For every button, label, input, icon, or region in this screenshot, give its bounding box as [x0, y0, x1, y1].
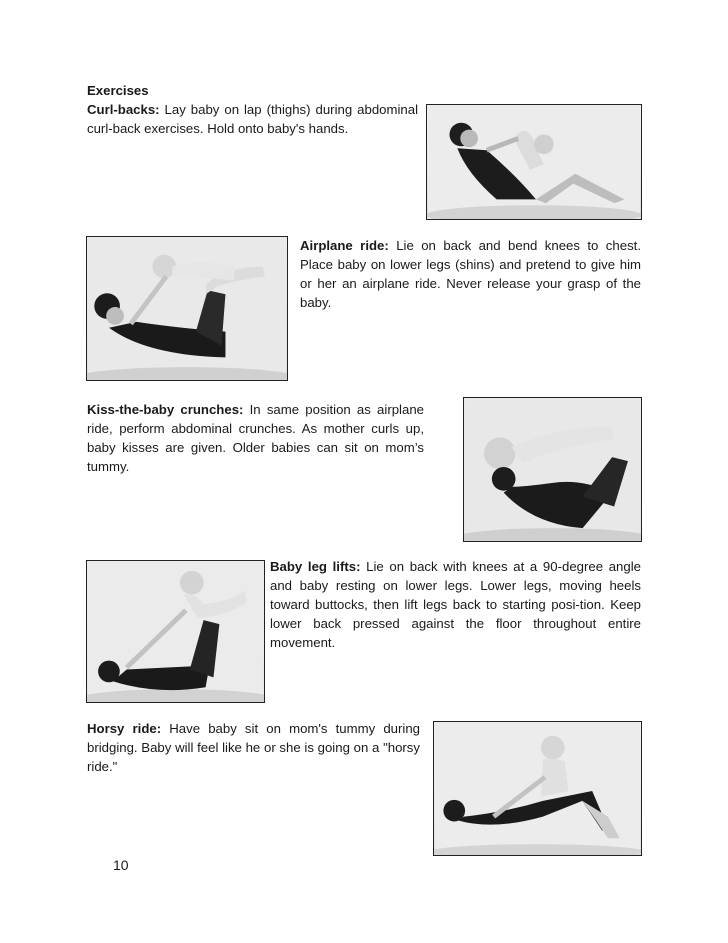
baby-leg-lifts-illustration	[87, 561, 264, 702]
section-heading: Exercises	[87, 83, 149, 98]
exercise-description: In same position as airplane ride, perform abdominal crunches. As mother curls up, baby kisses are given. Older babies can sit on mom’s tummy.	[87, 402, 424, 474]
exercise-description: Lie on back with knees at a 90-degree angle and baby resting on lower legs. Lower legs, moving heels toward buttocks, then lift legs back to starting posi-tion. Keep lower back pressed against the floor throughout entire movement.	[270, 559, 641, 650]
exercise-title: Kiss-the-baby crunches:	[87, 402, 244, 417]
exercise-description: Lay baby on lap (thighs) during abdominal curl-back exercises. Hold onto baby's hands.	[87, 102, 418, 136]
exercise-title: Airplane ride:	[300, 238, 389, 253]
exercise-baby-leg-lifts	[270, 557, 641, 652]
curl-back-photo	[426, 104, 642, 220]
exercise-title: Baby leg lifts:	[270, 559, 361, 574]
page-number: 10	[113, 857, 129, 873]
exercise-airplane-ride	[300, 236, 641, 312]
kiss-the-baby-illustration	[464, 398, 641, 541]
exercise-title: Curl-backs:	[87, 102, 160, 117]
exercise-description: Lie on back and bend knees to chest. Place baby on lower legs (shins) and pretend to give him or her an airplane ride. Never release your grasp of the baby.	[300, 238, 641, 310]
curl-back-illustration	[427, 105, 641, 219]
airplane-ride-illustration	[87, 237, 287, 380]
exercise-description: Have baby sit on mom's tummy during bridging. Baby will feel like he or she is going on a "horsy ride."	[87, 721, 421, 774]
exercise-title: Horsy ride:	[87, 721, 162, 736]
exercise-curl-backs	[87, 100, 418, 138]
kiss-the-baby-photo	[463, 397, 642, 542]
horsy-ride-illustration	[434, 722, 641, 855]
horsy-ride-photo	[433, 721, 642, 856]
airplane-ride-photo	[86, 236, 288, 381]
exercise-horsy-ride	[87, 719, 420, 776]
baby-leg-lifts-photo	[86, 560, 265, 703]
exercise-kiss-the-baby-crunches	[87, 400, 424, 476]
